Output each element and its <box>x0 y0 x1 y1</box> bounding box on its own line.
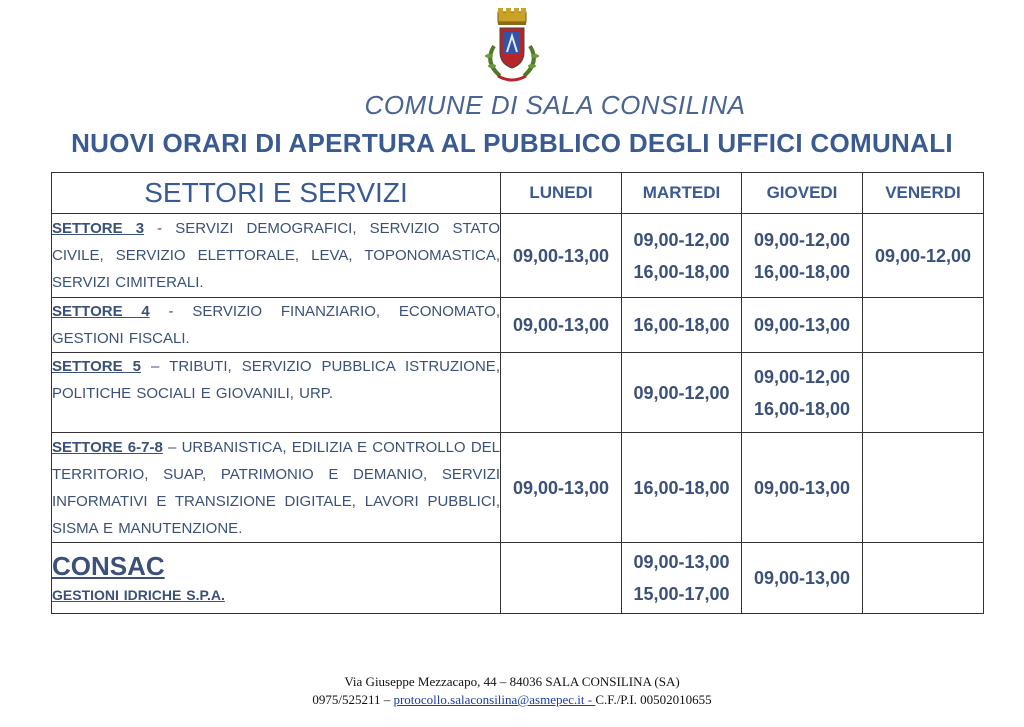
footer-tax-id: C.F./P.I. 00502010655 <box>595 692 712 707</box>
hours-monday <box>501 353 622 433</box>
time-slot: 09,00-12,00 <box>753 366 851 387</box>
consac-name: CONSAC <box>52 551 165 581</box>
town-name: COMUNE DI SALA CONSILINA <box>364 90 746 120</box>
time-slot: 15,00-17,00 <box>633 584 730 604</box>
time-slot: 09,00-12,00 <box>633 229 730 250</box>
hours-friday <box>863 433 984 543</box>
day-header-friday: VENERDI <box>863 173 984 214</box>
time-slot: 09,00-13,00 <box>753 568 851 588</box>
hours-thursday <box>742 433 863 543</box>
time-slot: 09,00-12,00 <box>633 382 730 403</box>
time-slot: 09,00-12,00 <box>753 229 851 250</box>
time-slot: 16,00-18,00 <box>633 477 730 498</box>
hours-friday <box>863 214 984 298</box>
table-row <box>52 353 984 433</box>
table-header-row <box>52 173 984 214</box>
table-row <box>52 214 984 298</box>
table-row <box>52 298 984 353</box>
time-slot: 09,00-12,00 <box>874 245 972 266</box>
municipal-crest-logo <box>480 6 544 90</box>
hours-tuesday <box>622 543 742 614</box>
hours-thursday <box>742 353 863 433</box>
consac-description <box>52 543 501 614</box>
time-slot: 09,00-13,00 <box>512 477 610 498</box>
hours-friday <box>863 353 984 433</box>
table-row <box>52 433 984 543</box>
time-slot: 16,00-18,00 <box>753 398 851 419</box>
hours-tuesday <box>622 353 742 433</box>
sector-label: SETTORE 6-7-8 <box>52 438 163 456</box>
sector-label: SETTORE 3 <box>52 220 145 237</box>
hours-thursday <box>742 214 863 298</box>
hours-friday <box>863 543 984 614</box>
sector-services: - SERVIZIO FINANZIARIO, ECONOMATO, GESTIONI FISCALI. <box>52 303 500 347</box>
table-row <box>52 543 984 614</box>
day-header-tuesday: MARTEDI <box>622 173 742 214</box>
footer-address: Via Giuseppe Mezzacapo, 44 – 84036 SALA CONSILINA (SA) <box>344 674 680 689</box>
time-slot: 09,00-13,00 <box>512 245 610 266</box>
footer-phone: 0975/525211 – <box>312 692 394 707</box>
hours-friday <box>863 298 984 353</box>
sector-services: – URBANISTICA, EDILIZIA E CONTROLLO DEL TERRITORIO, SUAP, PATRIMONIO E DEMANIO, SERVIZI INFORMATIVI E TRANSIZIONE DIGITALE, LAVORI PUBBLICI, SISMA E MANUTENZIONE. <box>52 438 500 537</box>
hours-monday <box>501 543 622 614</box>
sector-services: - SERVIZI DEMOGRAFICI, SERVIZIO STATO CIVILE, SERVIZIO ELETTORALE, LEVA, TOPONOMASTICA, SERVIZI CIMITERALI. <box>52 220 500 291</box>
hours-tuesday <box>622 298 742 353</box>
hours-tuesday <box>622 214 742 298</box>
footer-contacts <box>0 692 1024 708</box>
time-slot: 09,00-13,00 <box>753 315 851 335</box>
consac-subtitle: GESTIONI IDRICHE S.P.A. <box>52 587 225 603</box>
time-slot: 09,00-13,00 <box>512 315 610 335</box>
time-slot: 09,00-13,00 <box>633 552 730 572</box>
sector-label: SETTORE 5 <box>52 358 141 375</box>
hours-thursday <box>742 543 863 614</box>
sector-label: SETTORE 4 <box>52 303 150 320</box>
time-slot: 16,00-18,00 <box>633 261 730 282</box>
page-title: NUOVI ORARI DI APERTURA AL PUBBLICO DEGLI UFFICI COMUNALI <box>71 128 953 158</box>
hours-thursday <box>742 298 863 353</box>
time-slot: 16,00-18,00 <box>753 261 851 282</box>
time-slot: 16,00-18,00 <box>633 315 730 335</box>
schedule-table <box>51 172 984 614</box>
hours-tuesday <box>622 433 742 543</box>
footer-email-link[interactable]: protocollo.salaconsilina@asmepec.it - <box>393 692 596 707</box>
sector-services: – TRIBUTI, SERVIZIO PUBBLICA ISTRUZIONE, POLITICHE SOCIALI E GIOVANILI, URP. <box>52 358 500 402</box>
sector-description <box>52 353 501 433</box>
sectors-header: SETTORI E SERVIZI <box>52 173 501 214</box>
hours-monday <box>501 298 622 353</box>
sector-description <box>52 214 501 298</box>
time-slot: 09,00-13,00 <box>753 477 851 498</box>
sector-description <box>52 433 501 543</box>
day-header-thursday: GIOVEDI <box>742 173 863 214</box>
sector-description <box>52 298 501 353</box>
day-header-monday: LUNEDI <box>501 173 622 214</box>
hours-monday <box>501 214 622 298</box>
hours-monday <box>501 433 622 543</box>
